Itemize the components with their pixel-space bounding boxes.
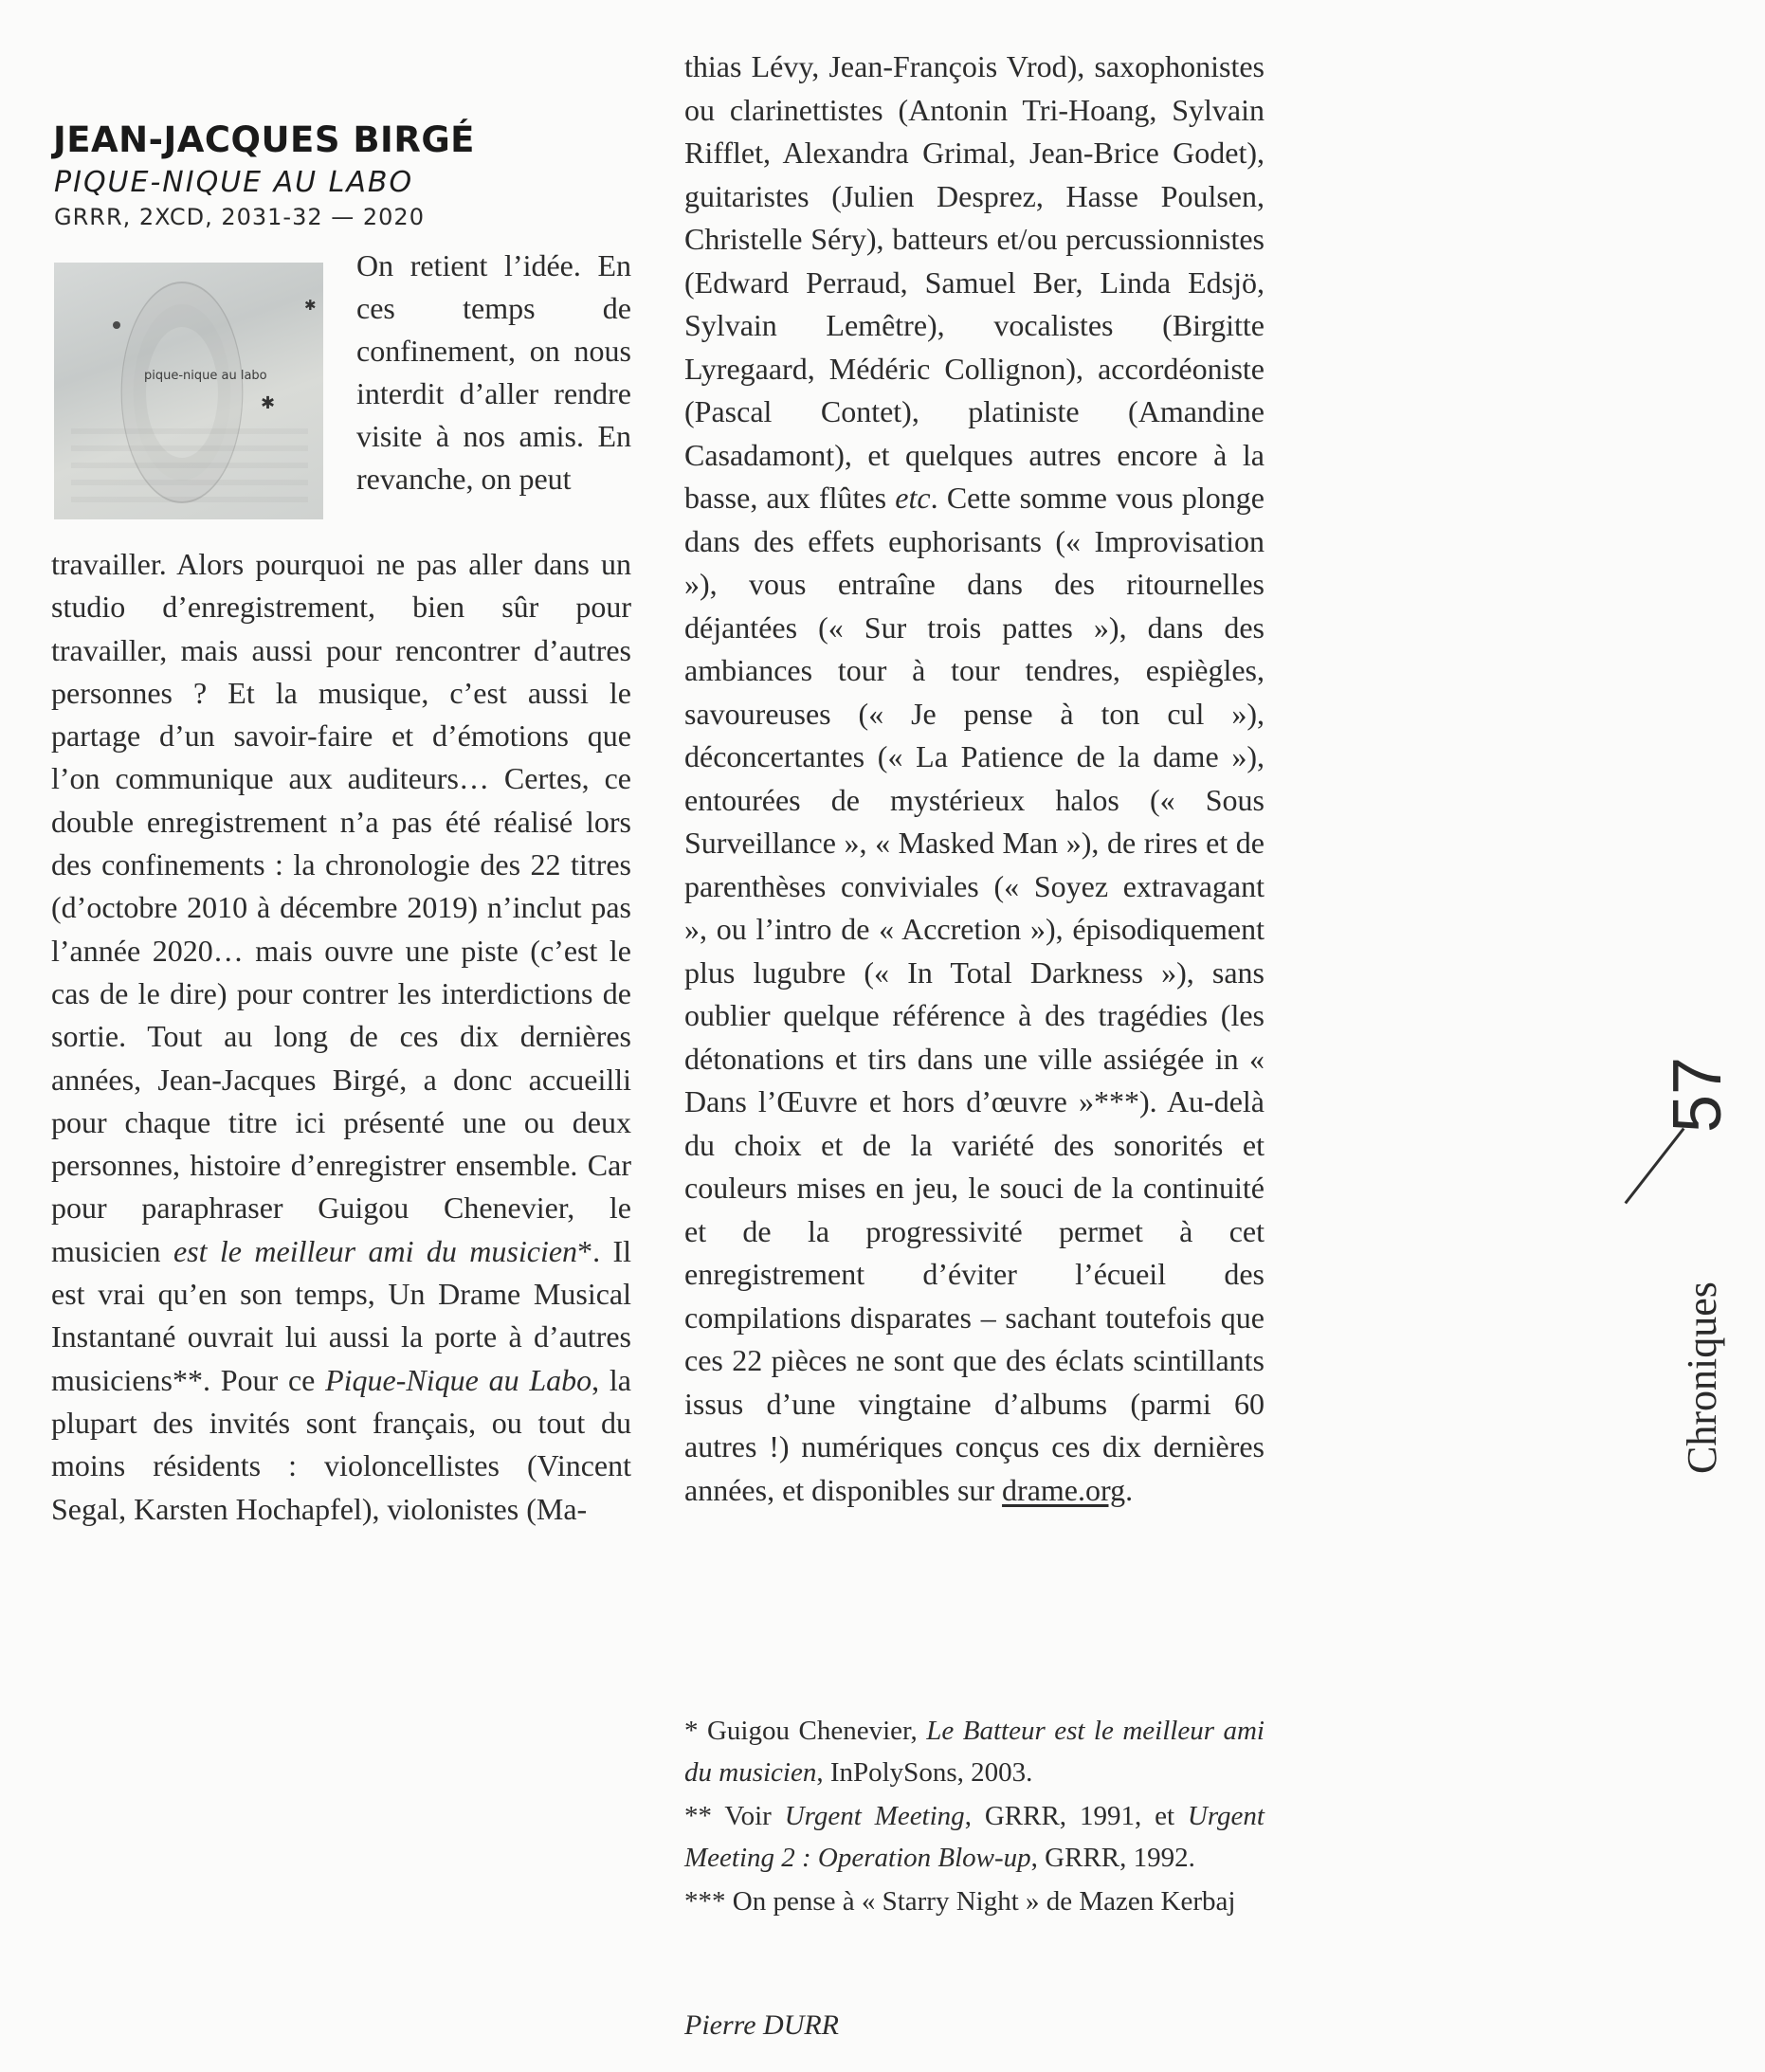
album-title: PIQUE-NIQUE AU LABO [54, 166, 414, 199]
footnote-italic: Le Batteur est le meilleur ami du musicien [684, 1716, 1265, 1788]
footnotes [684, 1710, 1265, 1924]
cover-dot [113, 321, 120, 329]
review-text: thias Lévy, Jean-François Vrod), saxophonistes ou clarinettistes (Antonin Tri-Hoang, Sylvain Rifflet, Alexandra Grimal, Jean-Brice Godet), guitaristes (Julien Desprez, Hasse Poulsen, Christelle Séry), batteurs et/ou percussionnistes (Edward Perraud, Samuel Ber, Linda Edsjö, Sylvain Lemêtre), vocalistes (Birgitte Lyregaard, Médéric Collignon), accordéoniste (Pascal Contet), platiniste (Amandine Casadamont), et quelques autres encore à la basse, aux flûtes [684, 49, 1265, 515]
page-number: 57 [1660, 1056, 1736, 1133]
cover-star-icon: ✱ [261, 393, 276, 412]
author-signature: Pierre DURR [684, 2009, 840, 2041]
review-paragraph [684, 45, 1265, 1512]
review-text: . Cette somme vous plonge dans des effets euphorisants (« Improvisation »), vous entraîne dans des ritournelles déjantées (« Sur trois pattes »), dans des ambiances tour à tour tendres, espiègles, savoureuses (« Je pense à ton cul »), déconcertantes (« La Patience de la dame »), entourées de mystérieux halos (« Sous Surveillance », « Masked Man »), de rires et de parenthèses conviviales (« Soyez extravagant », ou l’intro de « Accretion »), épisodiquement plus lugubre (« In Total Darkness »), sans oublier quelque référence à des tragédies (les détonations et tirs dans une ville assiégée in « Dans l’Œuvre et hors d’œuvre »***). Au-delà du choix et de la variété des sonorités et couleurs mises en jeu, le souci de la continuité et de la progressivité permet à cet enregistrement d’éviter l’écueil des compilations disparates – sachant toutefois que ces 22 pièces ne sont que des éclats scintillants issus d’une vingtaine d’albums (parmi 60 autres !) numériques conçus ces dix dernières années, et disponibles sur [684, 481, 1265, 1507]
website-link[interactable]: drame.org [1002, 1472, 1126, 1507]
review-paragraph [51, 543, 631, 1531]
review-text: travailler. Alors pourquoi ne pas aller dans un studio d’enregistrement, bien sûr pour travailler, mais aussi pour rencontrer d’autres personnes ? Et la musique, c’est aussi le partage d’un savoir-faire et d’émotions que l’on communique aux auditeurs… Certes, ce double enregistrement n’a pas été réalisé lors des confinements : la chronologie des 22 titres (d’octobre 2010 à décembre 2019) n’inclut pas l’année 2020… mais ouvre une piste (c’est le cas de le dire) pour contrer les interdictions de sortie. Tout au long de ces dix dernières années, Jean-Jacques Birgé, a donc accueilli pour chaque titre ici présenté une ou deux personnes, histoire d’enregistrer ensemble. Car pour paraphraser Guigou Chenevier, le musicien [51, 547, 631, 1268]
review-text: , la plupart des invités sont français, ou tout du moins résidents : violoncellistes (Vincent Segal, Karsten Hochapfel), violonistes (Ma- [51, 1362, 632, 1526]
review-text: . [1125, 1472, 1134, 1507]
footnote-3: *** On pense à « Starry Night » de Mazen Kerbaj [684, 1886, 1236, 1917]
album-cover [54, 263, 323, 519]
review-italic: est le meilleur ami du musicien [173, 1233, 578, 1268]
review-column-2 [684, 45, 1265, 1512]
review-intro [356, 245, 631, 500]
section-title: Chroniques [1679, 1281, 1725, 1474]
review-text: *. Il est vrai qu’en son temps, Un Drame Musical Instantané ouvrait lui aussi la porte à d’autres musiciens**. Pour ce [51, 1233, 632, 1397]
cover-star-icon: ✱ [304, 299, 317, 314]
footnote-text: , InPolySons, 2003. [816, 1757, 1033, 1788]
footnote-1 [684, 1710, 1265, 1793]
footnote-italic: Urgent Meeting 2 : Operation Blow-up [684, 1801, 1265, 1873]
review-column-1 [51, 543, 631, 1531]
review-intro-text: On retient l’idée. En ces temps de confinement, on nous interdit d’aller rendre visite à nos amis. En revanche, on peut [356, 248, 631, 496]
page-number-slash [1625, 1128, 1685, 1205]
review-italic: etc [895, 481, 931, 515]
footnote-2 [684, 1795, 1265, 1879]
review-italic: Pique-Nique au Labo [325, 1362, 592, 1397]
artist-name: JEAN-JACQUES BIRGÉ [53, 119, 475, 160]
footnote-text: ** Voir [684, 1801, 785, 1831]
footnote-italic: Urgent Meeting [784, 1801, 965, 1831]
cover-title: pique-nique au labo [144, 369, 267, 383]
footnote-text: , GRRR, 1992. [1030, 1843, 1195, 1873]
cover-texture [71, 428, 308, 504]
release-info: GRRR, 2XCD, 2031-32 — 2020 [54, 204, 425, 230]
footnote-text: * Guigou Chenevier, [684, 1716, 927, 1746]
footnote-text: , GRRR, 1991, et [964, 1801, 1188, 1831]
